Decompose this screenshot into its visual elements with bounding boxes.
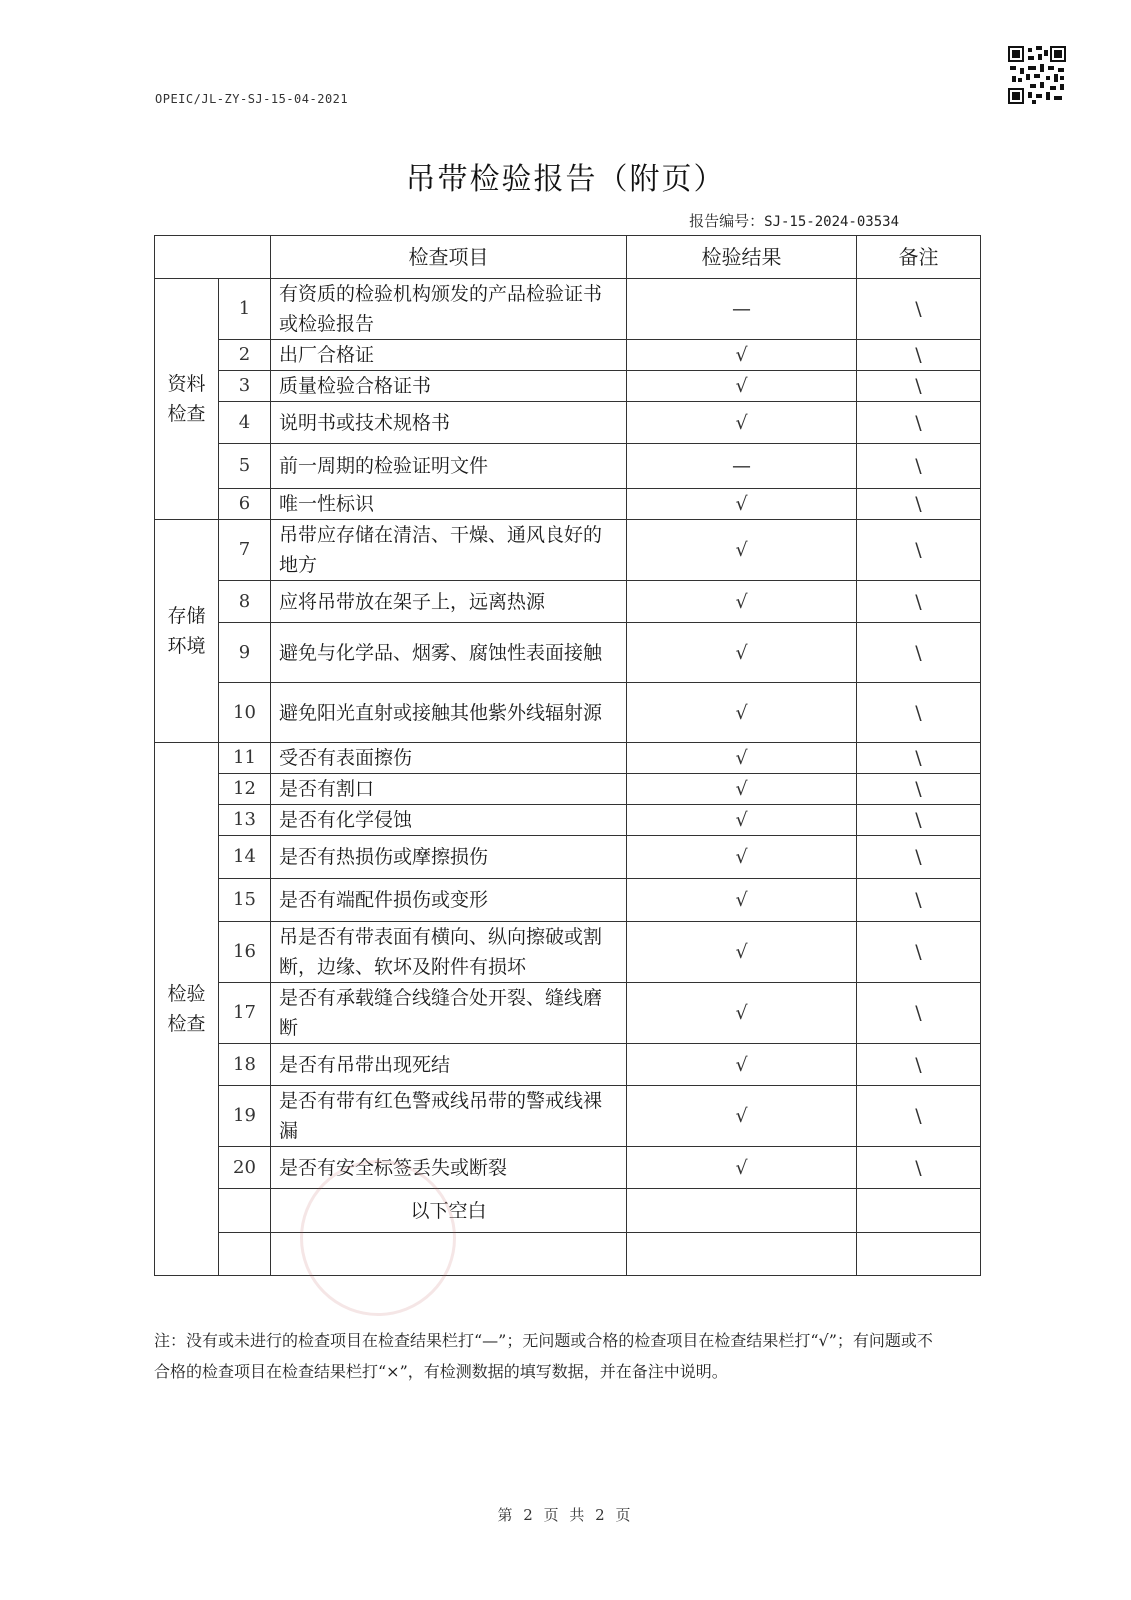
- header-note: 备注: [857, 236, 981, 279]
- row-number: 18: [219, 1044, 271, 1086]
- row-note: \: [857, 683, 981, 743]
- row-number: 15: [219, 879, 271, 922]
- row-item: 避免阳光直射或接触其他紫外线辐射源: [271, 683, 627, 743]
- row-item: 是否有带有红色警戒线吊带的警戒线裸漏: [271, 1086, 627, 1147]
- row-number: 19: [219, 1086, 271, 1147]
- table-row-blank-marker: [155, 1189, 981, 1233]
- row-note: \: [857, 879, 981, 922]
- row-number: 8: [219, 581, 271, 623]
- row-result: —: [627, 444, 857, 489]
- row-item: 有资质的检验机构颁发的产品检验证书或检验报告: [271, 279, 627, 340]
- table-row: [155, 623, 981, 683]
- row-note: \: [857, 836, 981, 879]
- table-row: [155, 520, 981, 581]
- blank-cell: [219, 1233, 271, 1276]
- report-number-value: SJ-15-2024-03534: [764, 214, 899, 230]
- row-number: 1: [219, 279, 271, 340]
- row-note: \: [857, 581, 981, 623]
- row-number: 4: [219, 402, 271, 444]
- row-result: √: [627, 1147, 857, 1189]
- category-storage: 存储 环境: [155, 520, 219, 743]
- row-result: √: [627, 879, 857, 922]
- row-result: √: [627, 340, 857, 371]
- table-row: [155, 1044, 981, 1086]
- header-item: 检查项目: [271, 236, 627, 279]
- row-result: √: [627, 743, 857, 774]
- row-note: \: [857, 279, 981, 340]
- row-note: \: [857, 1086, 981, 1147]
- blank-cell: [219, 1189, 271, 1233]
- row-number: 9: [219, 623, 271, 683]
- table-header-row: [155, 236, 981, 279]
- blank-cell: [857, 1233, 981, 1276]
- table-row: [155, 340, 981, 371]
- blank-cell: [627, 1233, 857, 1276]
- row-result: —: [627, 279, 857, 340]
- table-row: [155, 402, 981, 444]
- blank-cell: [627, 1189, 857, 1233]
- row-note: \: [857, 520, 981, 581]
- row-item: 是否有热损伤或摩擦损伤: [271, 836, 627, 879]
- page-number: 第 2 页 共 2 页: [497, 1506, 634, 1524]
- row-result: √: [627, 581, 857, 623]
- row-result: √: [627, 1044, 857, 1086]
- row-item: 是否有安全标签丢失或断裂: [271, 1147, 627, 1189]
- row-number: 10: [219, 683, 271, 743]
- qr-code-icon: [1008, 46, 1066, 104]
- row-number: 7: [219, 520, 271, 581]
- row-note: \: [857, 623, 981, 683]
- header-category: [155, 236, 271, 279]
- table-row: [155, 836, 981, 879]
- row-result: √: [627, 1086, 857, 1147]
- report-number: [689, 210, 899, 231]
- row-item: 是否有割口: [271, 774, 627, 805]
- row-item: 是否有化学侵蚀: [271, 805, 627, 836]
- blank-cell: [271, 1233, 627, 1276]
- category-inspection: 检验 检查: [155, 743, 219, 1276]
- row-result: √: [627, 805, 857, 836]
- row-number: 3: [219, 371, 271, 402]
- row-note: \: [857, 444, 981, 489]
- row-result: √: [627, 371, 857, 402]
- row-number: 12: [219, 774, 271, 805]
- inspection-table: [154, 235, 981, 1276]
- page-title: 吊带检验报告（附页）: [405, 162, 726, 197]
- row-note: \: [857, 340, 981, 371]
- row-result: √: [627, 683, 857, 743]
- row-number: 13: [219, 805, 271, 836]
- blank-cell: [857, 1189, 981, 1233]
- table-row: [155, 922, 981, 983]
- row-item: 是否有端配件损伤或变形: [271, 879, 627, 922]
- row-note: \: [857, 774, 981, 805]
- row-result: √: [627, 983, 857, 1044]
- row-item: 避免与化学品、烟雾、腐蚀性表面接触: [271, 623, 627, 683]
- row-result: √: [627, 489, 857, 520]
- row-result: √: [627, 922, 857, 983]
- row-number: 17: [219, 983, 271, 1044]
- row-result: √: [627, 836, 857, 879]
- row-result: √: [627, 402, 857, 444]
- table-row: [155, 805, 981, 836]
- row-number: 6: [219, 489, 271, 520]
- row-item: 受否有表面擦伤: [271, 743, 627, 774]
- row-number: 20: [219, 1147, 271, 1189]
- row-note: \: [857, 983, 981, 1044]
- table-row: [155, 743, 981, 774]
- document-code: OPEIC/JL-ZY-SJ-15-04-2021: [155, 92, 349, 106]
- row-item: 应将吊带放在架子上，远离热源: [271, 581, 627, 623]
- table-row: [155, 1086, 981, 1147]
- row-number: 14: [219, 836, 271, 879]
- row-item: 质量检验合格证书: [271, 371, 627, 402]
- row-note: \: [857, 402, 981, 444]
- row-note: \: [857, 489, 981, 520]
- report-number-label: 报告编号：: [689, 212, 765, 230]
- header-result: 检验结果: [627, 236, 857, 279]
- row-note: \: [857, 922, 981, 983]
- row-item: 唯一性标识: [271, 489, 627, 520]
- row-result: √: [627, 623, 857, 683]
- row-number: 16: [219, 922, 271, 983]
- row-item: 吊带应存储在清洁、干燥、通风良好的地方: [271, 520, 627, 581]
- row-result: √: [627, 520, 857, 581]
- row-note: \: [857, 805, 981, 836]
- row-note: \: [857, 371, 981, 402]
- table-row: [155, 371, 981, 402]
- row-item: 吊是否有带表面有横向、纵向擦破或割断，边缘、软坏及附件有损坏: [271, 922, 627, 983]
- blank-end-text: 以下空白: [271, 1189, 627, 1233]
- table-row: [155, 581, 981, 623]
- table-row: [155, 1147, 981, 1189]
- row-item: 说明书或技术规格书: [271, 402, 627, 444]
- row-number: 11: [219, 743, 271, 774]
- table-row: [155, 683, 981, 743]
- table-row: [155, 983, 981, 1044]
- table-row: [155, 879, 981, 922]
- category-documents: 资料 检查: [155, 279, 219, 520]
- table-row: [155, 774, 981, 805]
- table-row-empty: [155, 1233, 981, 1276]
- row-note: \: [857, 743, 981, 774]
- row-number: 2: [219, 340, 271, 371]
- row-note: \: [857, 1044, 981, 1086]
- row-note: \: [857, 1147, 981, 1189]
- table-row: [155, 444, 981, 489]
- row-item: 是否有承载缝合线缝合处开裂、缝线磨断: [271, 983, 627, 1044]
- row-result: √: [627, 774, 857, 805]
- row-number: 5: [219, 444, 271, 489]
- table-row: [155, 279, 981, 340]
- row-item: 出厂合格证: [271, 340, 627, 371]
- row-item: 是否有吊带出现死结: [271, 1044, 627, 1086]
- table-row: [155, 489, 981, 520]
- row-item: 前一周期的检验证明文件: [271, 444, 627, 489]
- footnote: 注：没有或未进行的检查项目在检查结果栏打“—”；无问题或合格的检查项目在检查结果栏打“√”；有问题或不合格的检查项目在检查结果栏打“×”，有检测数据的填写数据，并在备注中说明。: [154, 1331, 933, 1381]
